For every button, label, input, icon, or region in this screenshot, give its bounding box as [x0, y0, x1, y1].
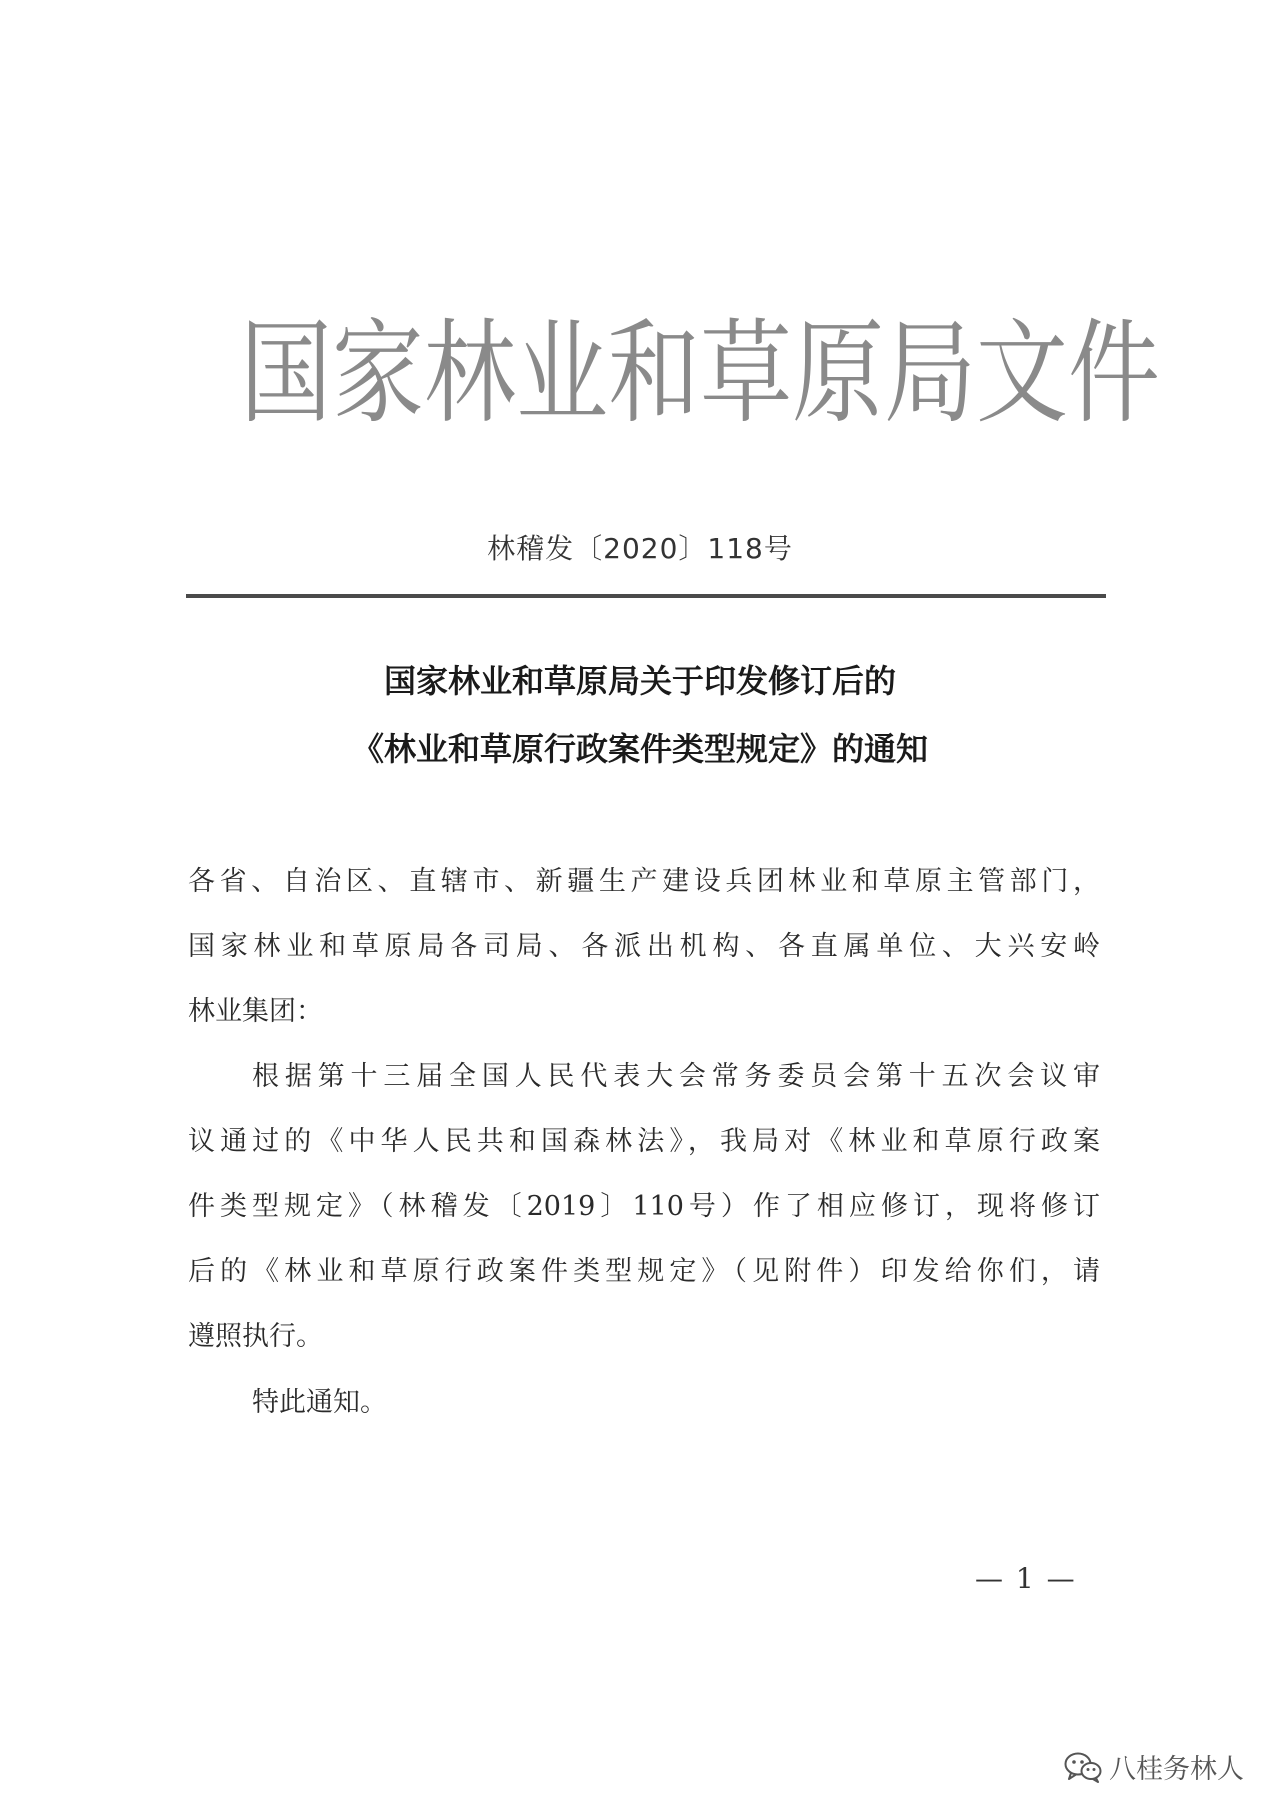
notice-title-line-2: 《林业和草原行政案件类型规定》的通知 [351, 730, 928, 768]
account-watermark [1063, 1747, 1244, 1786]
body-line: 根据第十三届全国人民代表大会常务委员会第十五次会议审 [252, 1061, 1100, 1092]
wechat-icon [1063, 1750, 1103, 1784]
body-line: 议通过的《中华人民共和国森林法》，我局对《林业和草原行政案 [188, 1126, 1100, 1157]
page-number: — 1 — [975, 1562, 1077, 1595]
notice-title-line-1: 国家林业和草原局关于印发修订后的 [383, 662, 896, 700]
watermark-text: 八桂务林人 [1109, 1754, 1244, 1785]
document-number: 林稽发〔2020〕118号 [487, 532, 793, 565]
document-masthead: 国家林业和草原局文件 [240, 308, 1161, 439]
body-line: 件类型规定》（林稽发〔2019〕110号）作了相应修订，现将修订 [188, 1191, 1100, 1222]
masthead-divider [186, 594, 1106, 598]
closing-line: 特此通知。 [252, 1387, 387, 1418]
body-line: 后的《林业和草原行政案件类型规定》（见附件）印发给你们，请 [188, 1256, 1100, 1287]
body-line: 各省、自治区、直辖市、新疆生产建设兵团林业和草原主管部门， [188, 866, 1100, 897]
body-line: 林业集团： [188, 996, 323, 1027]
body-line: 遵照执行。 [188, 1321, 323, 1352]
body-line: 国家林业和草原局各司局、各派出机构、各直属单位、大兴安岭 [188, 931, 1100, 962]
